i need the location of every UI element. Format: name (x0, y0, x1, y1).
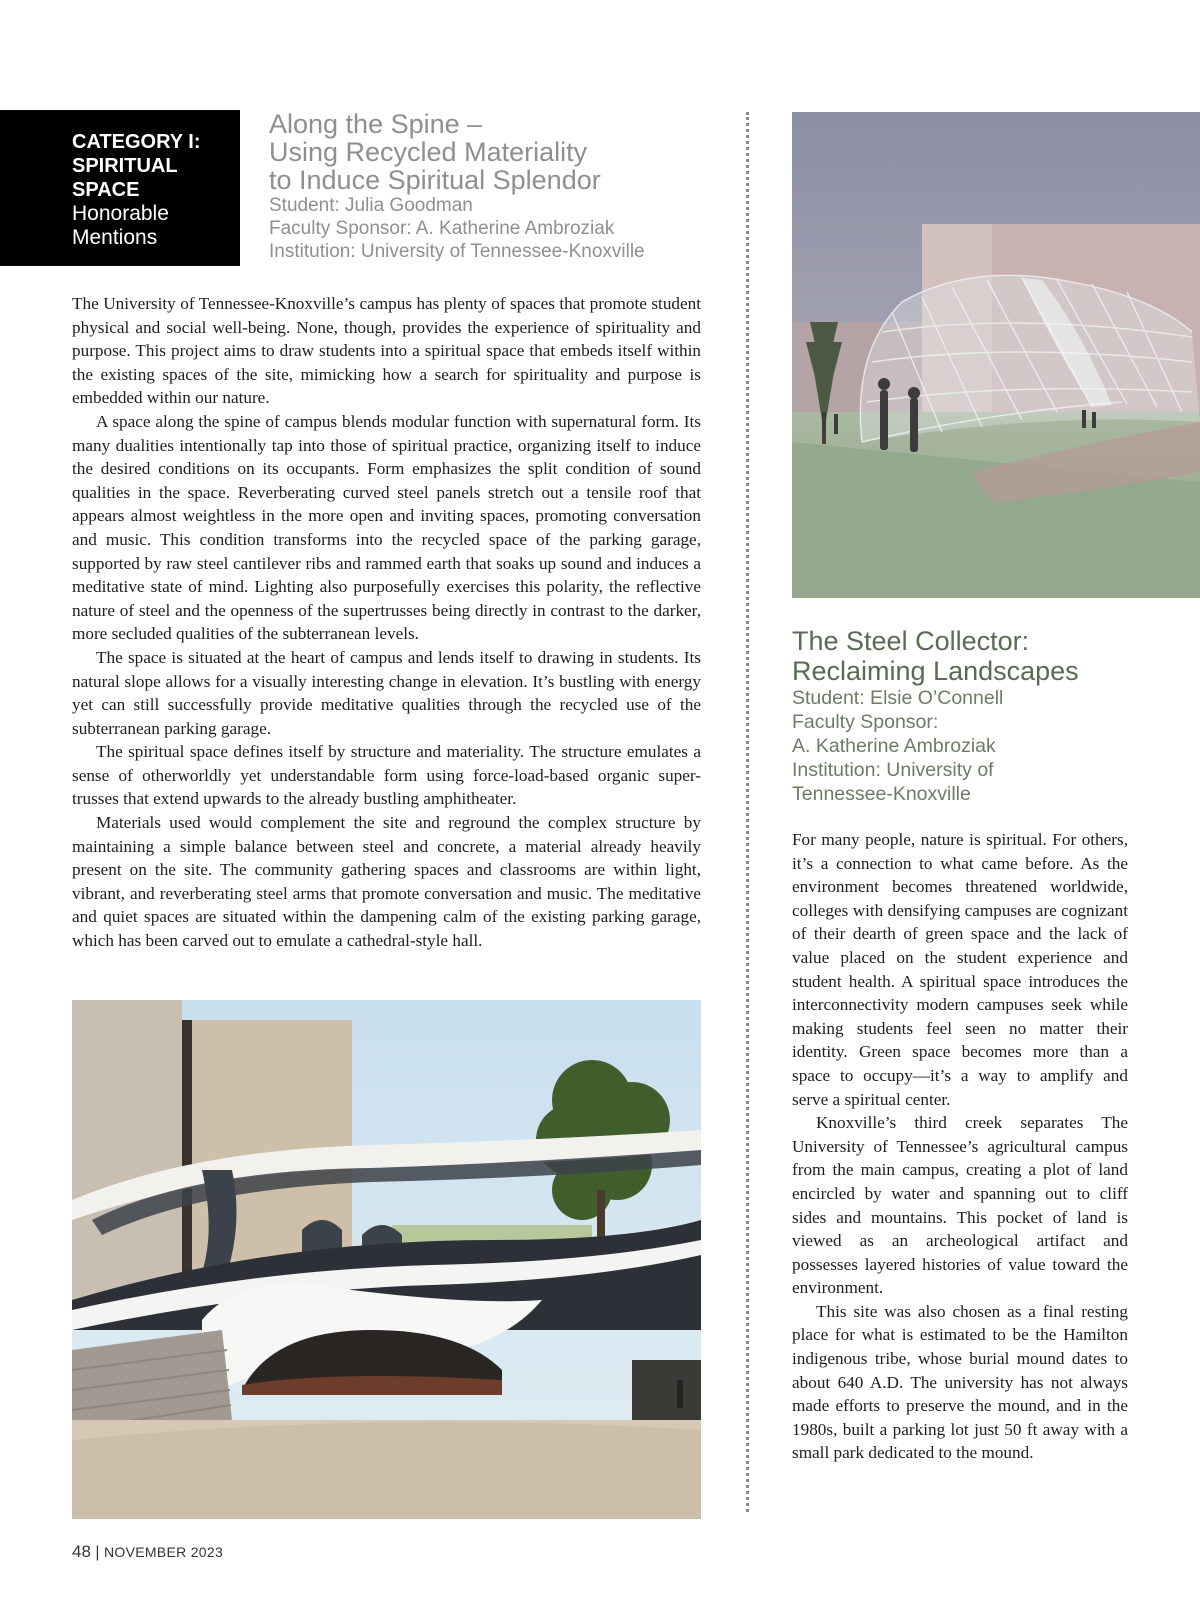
article1-heading (269, 110, 719, 263)
article1-institution: Institution: University of Tennessee-Knoxville (269, 241, 645, 262)
article1-body (72, 292, 701, 953)
article1-paragraph: The space is situated at the heart of campus and lends itself to drawing in students. Its natural slope allows for a visually interesting change in elevation. It’s bustling with energy yet can still successfully provide meditative qualities through the recycled use of the subterranean parking garage. (72, 647, 701, 738)
article1-paragraph: A space along the spine of campus blends modular function with supernatural form. Its many dualities intentionally tap into those of spiritual practice, organizing itself to induce the desired conditions on its occupants. Form emphasizes the split condition of sound qualities in the space. Reverberating curved steel panels stretch out a tensile roof that appears almost weightless in the more open and inviting spaces, promoting conversation and music. This condition transforms into the recycled space of the parking garage, supported by raw steel cantilever ribs and rammed earth that soaks up sound and induces a meditative state of mind. Lighting also purposefully exercises this polarity, the reflective nature of steel and the openness of the supertrusses being directly in contrast to the darker, more secluded qualities of the subterranean levels. (72, 411, 701, 644)
article2-body (792, 828, 1128, 1465)
article2-paragraph: This site was also chosen as a final resting place for what is estimated to be the Hamilton indigenous tribe, whose burial mound dates to about 640 A.D. The university has not always made efforts to preserve the mound, and in the 1980s, built a parking lot just 50 ft away with a small park dedicated to the mound. (792, 1301, 1128, 1463)
article1-title-line1: Along the Spine – (269, 109, 483, 139)
article1-sponsor: Faculty Sponsor: A. Katherine Ambroziak (269, 218, 615, 239)
article1-title-line2: Using Recycled Materiality (269, 137, 588, 167)
award-line1: Honorable (72, 202, 169, 225)
page-number: 48 (72, 1542, 91, 1561)
article2-title-line1: The Steel Collector: (792, 626, 1030, 656)
article2-title-line2: Reclaiming Landscapes (792, 656, 1079, 686)
footer-separator: | (95, 1544, 100, 1561)
article2-paragraph: Knoxville’s third creek separates The University of Tennessee’s agricultural campus from the main campus, creating a plot of land encircled by water and spanning out to cliff sides and mountains. This pocket of land is viewed as an archeological artifact and possesses layered histories of value toward the environment. (792, 1113, 1128, 1298)
article2-sponsor-name: A. Katherine Ambroziak (792, 735, 996, 757)
glass-pavilion-rendering (792, 112, 1200, 598)
curved-structure-rendering (72, 1000, 701, 1519)
category-label: CATEGORY I: (72, 131, 201, 153)
article1-paragraph: The University of Tennessee-Knoxville’s campus has plenty of spaces that promote student physical and social well-being. None, though, provides the experience of spirituality and purpose. This project aims to draw students into a spiritual space that embeds itself within the existing spaces of the site, mimicking how a search for spirituality and purpose is embedded within our nature. (72, 294, 701, 408)
award-line2: Mentions (72, 226, 158, 249)
article1-title-line3: to Induce Spiritual Splendor (269, 165, 601, 195)
article1-paragraph: The spiritual space defines itself by structure and materiality. The structure emulates a sense of otherworldly yet understandable form using force-load-based organic super-trusses that extend upwards to the already bustling amphitheater. (72, 742, 701, 809)
article2-sponsor-label: Faculty Sponsor: (792, 711, 939, 733)
column-divider (746, 112, 749, 1512)
article2-institution-line1: Institution: University of (792, 759, 994, 781)
article2-paragraph: For many people, nature is spiritual. For others, it’s a connection to what came before. As the environment becomes threatened worldwide, colleges with densifying campuses are cognizant of their dearth of green space and the lack of value placed on the student experience and student health. A spiritual space introduces the interconnectivity modern campuses seek while making students feel seen no matter their identity. Green space becomes more than a space to occupy—it’s a way to amplify and serve a spiritual center. (792, 830, 1128, 1109)
article2-student: Student: Elsie O’Connell (792, 687, 1004, 709)
article2-heading (792, 626, 1192, 806)
article2-institution-line2: Tennessee-Knoxville (792, 783, 971, 805)
page-footer (72, 1542, 223, 1562)
category-name-line2: SPACE (72, 179, 140, 201)
article1-student: Student: Julia Goodman (269, 195, 473, 216)
category-name-line1: SPIRITUAL (72, 155, 178, 177)
article1-paragraph: Materials used would complement the site and reground the complex structure by maintaining a simple balance between steel and concrete, a material already heavily present on the site. The community gathering spaces and classrooms are within light, vibrant, and reverberating steel arms that promote conversation and music. The meditative and quiet spaces are situated within the dampening calm of the existing parking garage, which has been carved out to emulate a cathedral-style hall. (72, 813, 701, 951)
issue-date: NOVEMBER 2023 (103, 1544, 224, 1560)
category-box (0, 110, 240, 266)
